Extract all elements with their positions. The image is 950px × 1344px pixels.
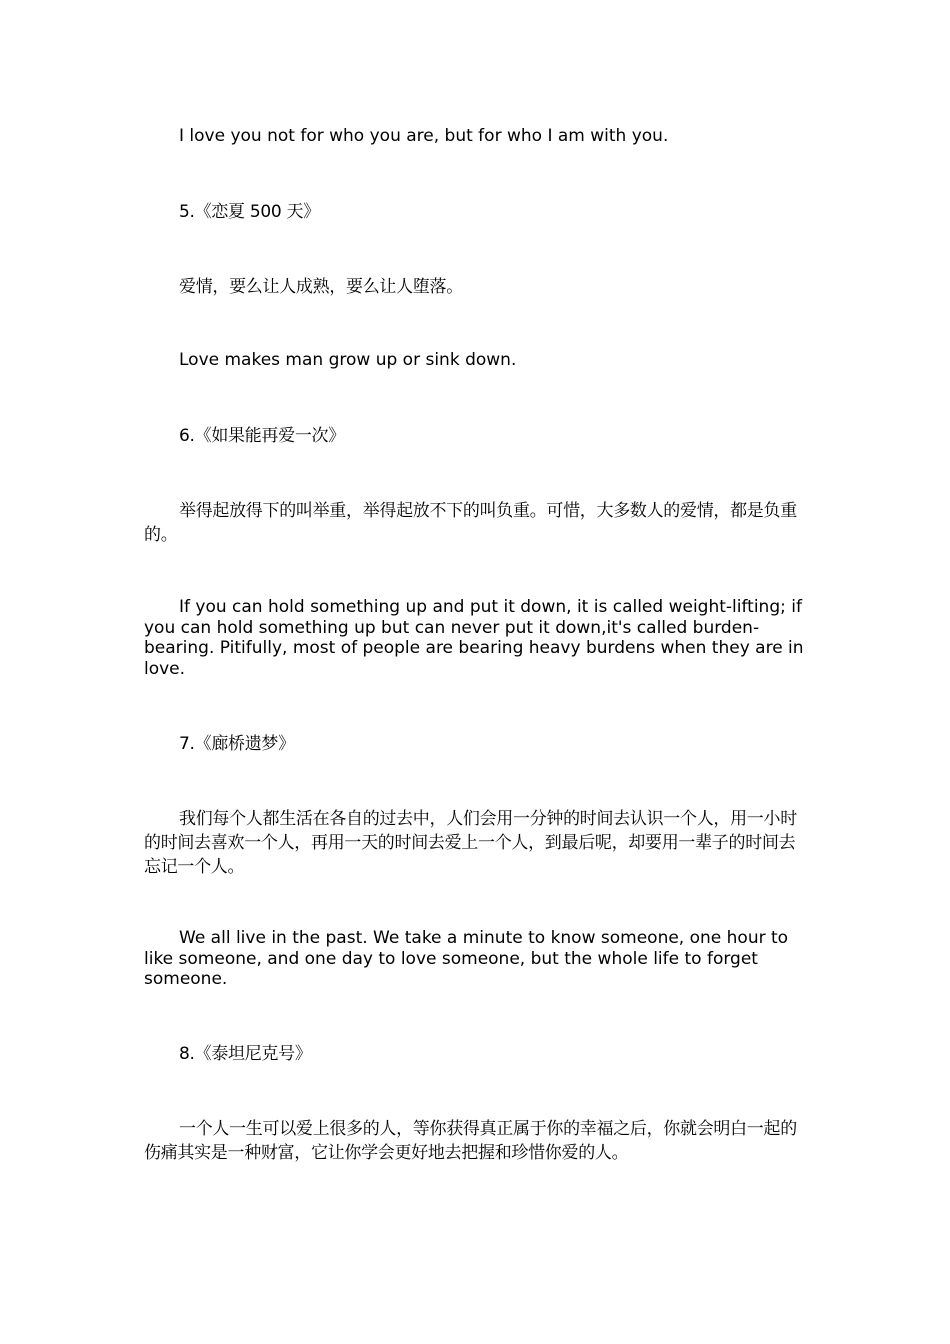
quote-english-7: We all live in the past. We take a minute to know someone, one hour to like someone, and one day to love someone, but the whole life to forget someone. [144, 928, 789, 989]
quote-english-4: I love you not for who you are, but for who I am with you. [179, 126, 669, 146]
quote-chinese-6: 举得起放得下的叫举重，举得起放不下的叫负重。可惜，大多数人的爱情，都是负重的。 [144, 501, 797, 545]
quote-chinese-7: 我们每个人都生活在各自的过去中，人们会用一分钟的时间去认识一个人，用一小时的时间去喜欢一个人，再用一天的时间去爱上一个人，到最后呢，却要用一辈子的时间去忘记一个人。 [144, 809, 797, 877]
quote-chinese-8: 一个人一生可以爱上很多的人，等你获得真正属于你的幸福之后，你就会明白一起的伤痛其实是一种财富，它让你学会更好地去把握和珍惜你爱的人。 [144, 1119, 797, 1163]
quote-chinese-5: 爱情，要么让人成熟，要么让人堕落。 [179, 277, 463, 297]
movie-title-6: 6.《如果能再爱一次》 [179, 426, 345, 446]
movie-title-5: 5.《恋夏 500 天》 [179, 202, 320, 222]
quote-english-6: If you can hold something up and put it down, it is called weight-lifting; if you can hold something up but can never put it down,it's called burden-bearing. Pitifully, most of people are bearing heavy burdens when they are in love. [144, 597, 804, 679]
movie-title-7: 7.《廊桥遗梦》 [179, 734, 295, 754]
quote-english-5: Love makes man grow up or sink down. [179, 350, 517, 370]
movie-title-8: 8.《泰坦尼克号》 [179, 1044, 312, 1064]
